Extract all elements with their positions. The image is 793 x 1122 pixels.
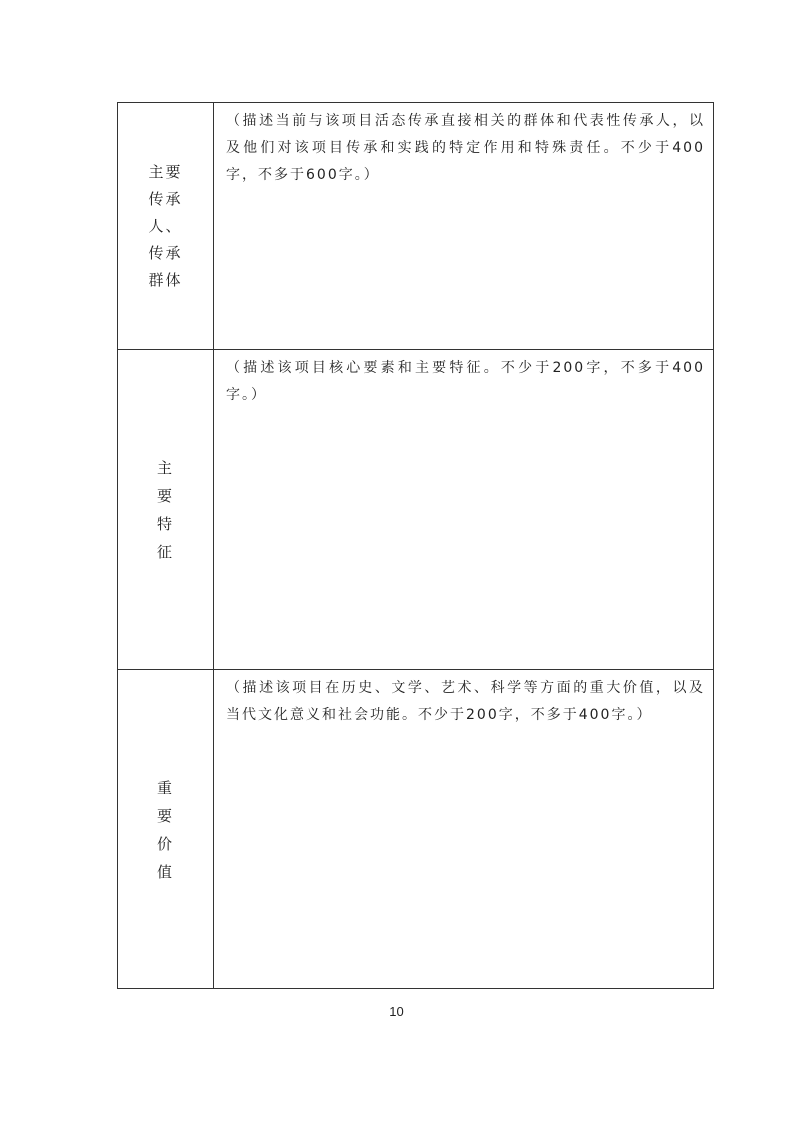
row-label-main-features	[118, 350, 214, 669]
content-field-important-value[interactable]	[214, 670, 713, 989]
row-label-line: 征	[156, 542, 174, 561]
row-label-line: 价	[156, 834, 174, 853]
row-label-line: 群体	[148, 270, 183, 289]
row-label-line: 传承	[148, 243, 183, 262]
content-field-main-features[interactable]	[214, 350, 713, 669]
instruction-text: （描述当前与该项目活态传承直接相关的群体和代表性传承人，以及他们对该项目传承和实践的特定作用和特殊责任。不少于400字，不多于600字。）	[226, 113, 705, 183]
instruction-text: （描述该项目核心要素和主要特征。不少于200字，不多于400字。）	[226, 360, 705, 403]
content-field-inheritors[interactable]	[214, 103, 713, 349]
application-form-table	[117, 102, 714, 989]
row-label-important-value	[118, 670, 214, 989]
row-label-line: 传承	[148, 189, 183, 208]
row-label-line: 特	[156, 514, 174, 533]
row-label-line: 值	[156, 862, 174, 881]
row-label-inheritors	[118, 103, 214, 349]
row-label-line: 主要	[148, 162, 183, 181]
row-label-line: 要	[156, 806, 174, 825]
table-row-main-features	[118, 350, 713, 670]
table-row-inheritors	[118, 103, 713, 350]
row-label-line: 主	[156, 458, 174, 477]
page-number: 10	[389, 1004, 404, 1019]
table-row-important-value	[118, 670, 713, 989]
row-label-line: 重	[156, 778, 174, 797]
row-label-line: 要	[156, 486, 174, 505]
instruction-text: （描述该项目在历史、文学、艺术、科学等方面的重大价值，以及当代文化意义和社会功能。不少于200字，不多于400字。）	[226, 680, 705, 723]
row-label-line: 人、	[148, 216, 183, 235]
